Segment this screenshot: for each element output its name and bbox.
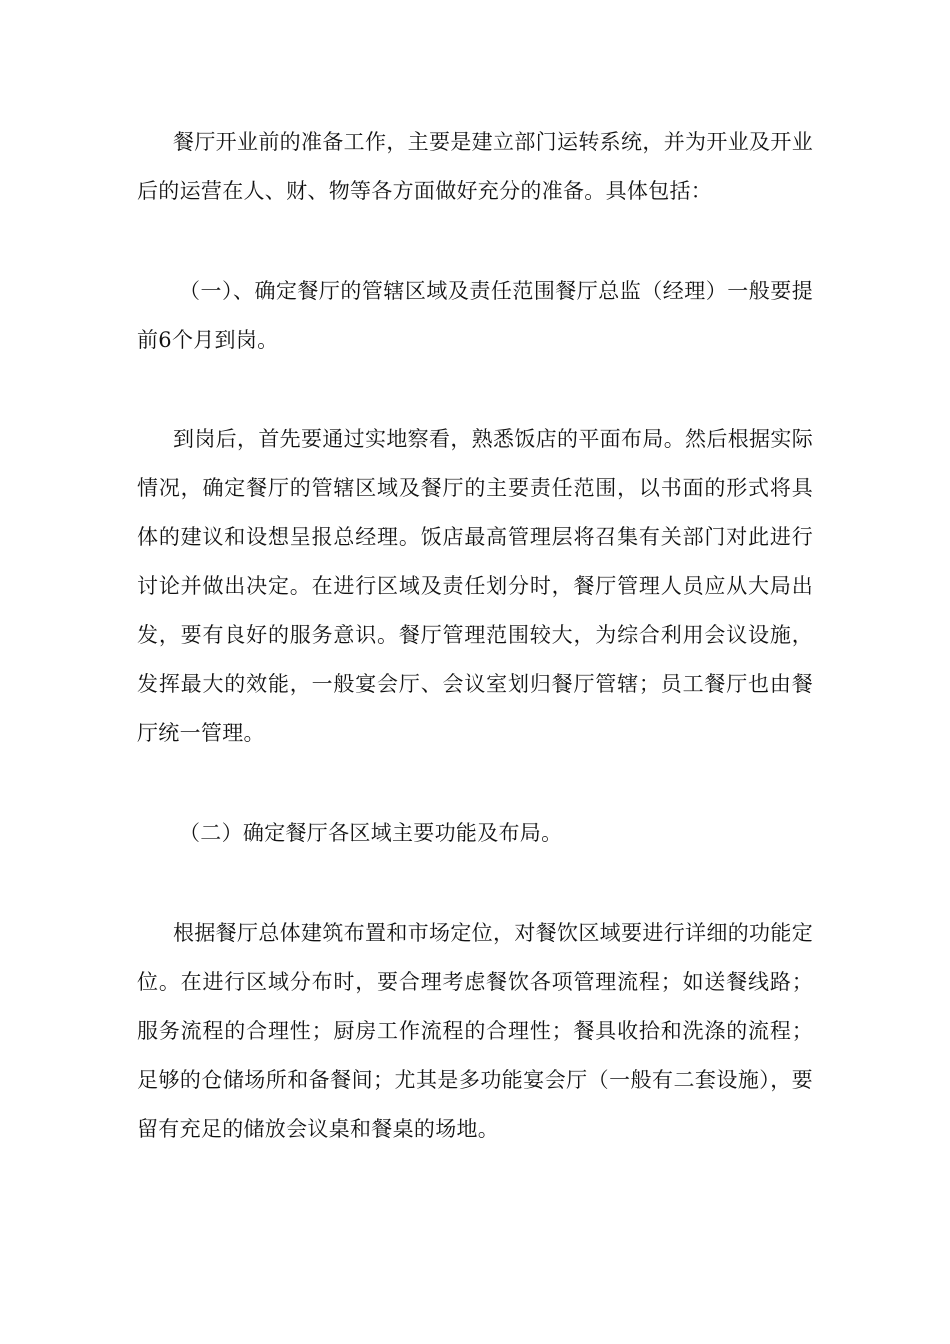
section-two-heading: （二）确定餐厅各区域主要功能及布局。	[179, 821, 563, 845]
intro-paragraph: 餐厅开业前的准备工作，主要是建立部门运转系统，并为开业及开业后的运营在人、财、物等各方面做好充分的准备。具体包括：	[137, 130, 813, 203]
section-one-body-paragraph: 到岗后，首先要通过实地察看，熟悉饭店的平面布局。然后根据实际情况，确定餐厅的管辖区域及餐厅的主要责任范围，以书面的形式将具体的建议和设想呈报总经理。饭店最高管理层将召集有关部门对此进行讨论并做出决定。在进行区域及责任划分时，餐厅管理人员应从大局出发，要有良好的服务意识。餐厅管理范围较大，为综合利用会议设施，发挥最大的效能，一般宴会厅、会议室划归餐厅管辖；员工餐厅也由餐厅统一管理。	[137, 427, 813, 745]
section-two-body-paragraph: 根据餐厅总体建筑布置和市场定位，对餐饮区域要进行详细的功能定位。在进行区域分布时，要合理考虑餐饮各项管理流程；如送餐线路；服务流程的合理性；厨房工作流程的合理性；餐具收拾和洗涤的流程；足够的仓储场所和备餐间；尤其是多功能宴会厅（一般有二套设施），要留有充足的储放会议桌和餐桌的场地。	[137, 921, 813, 1141]
section-one-heading: （一）、确定餐厅的管辖区域及责任范围餐厅总监（经理）一般要提前6个月到岗。	[137, 279, 813, 352]
